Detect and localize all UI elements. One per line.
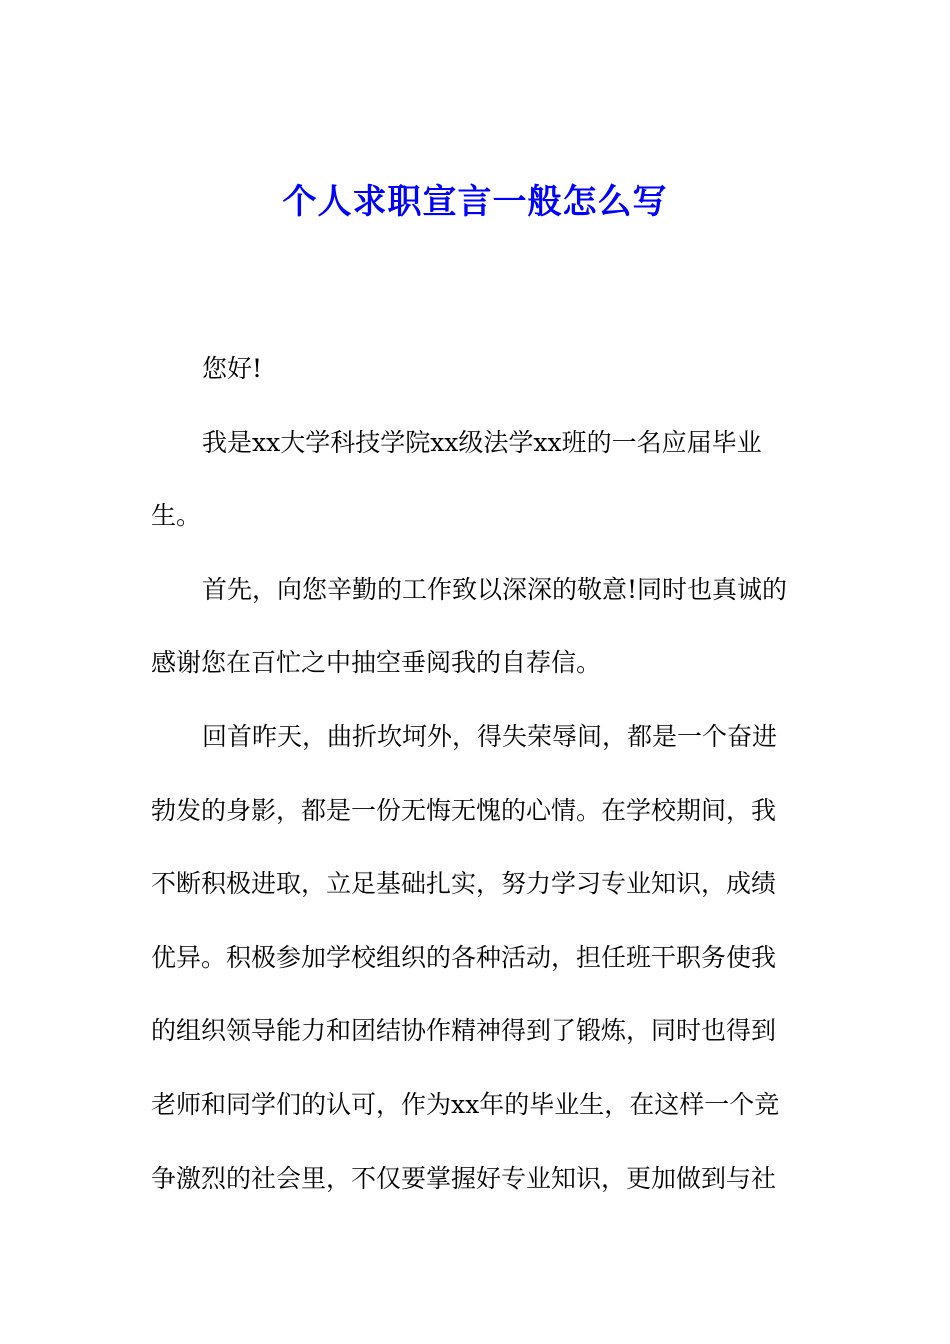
document-title: 个人求职宣言一般怎么写 bbox=[282, 182, 668, 222]
body-line: 我是xx大学科技学院xx级法学xx班的一名应届毕业 bbox=[202, 427, 762, 457]
document-body bbox=[151, 332, 803, 1215]
body-line: 您好! bbox=[202, 354, 263, 383]
body-line: 的组织领导能力和团结协作精神得到了锻炼，同时也得到 bbox=[151, 1016, 777, 1046]
body-line: 不断积极进取，立足基础扎实，努力学习专业知识，成绩 bbox=[151, 869, 777, 899]
body-line: 感谢您在百忙之中抽空垂阅我的自荐信。 bbox=[151, 648, 602, 678]
body-line: 老师和同学们的认可，作为xx年的毕业生，在这样一个竞 bbox=[151, 1089, 780, 1119]
body-line: 勃发的身影，都是一份无悔无愧的心情。在学校期间，我 bbox=[151, 795, 777, 825]
body-line: 回首昨天，曲折坎坷外，得失荣辱间，都是一个奋进 bbox=[202, 721, 778, 751]
body-line: 优异。积极参加学校组织的各种活动，担任班干职务使我 bbox=[151, 942, 777, 972]
body-line: 首先，向您辛勤的工作致以深深的敬意!同时也真诚的 bbox=[202, 574, 788, 604]
body-line: 争激烈的社会里，不仅要掌握好专业知识，更加做到与社 bbox=[151, 1163, 777, 1193]
body-line: 生。 bbox=[151, 501, 202, 531]
